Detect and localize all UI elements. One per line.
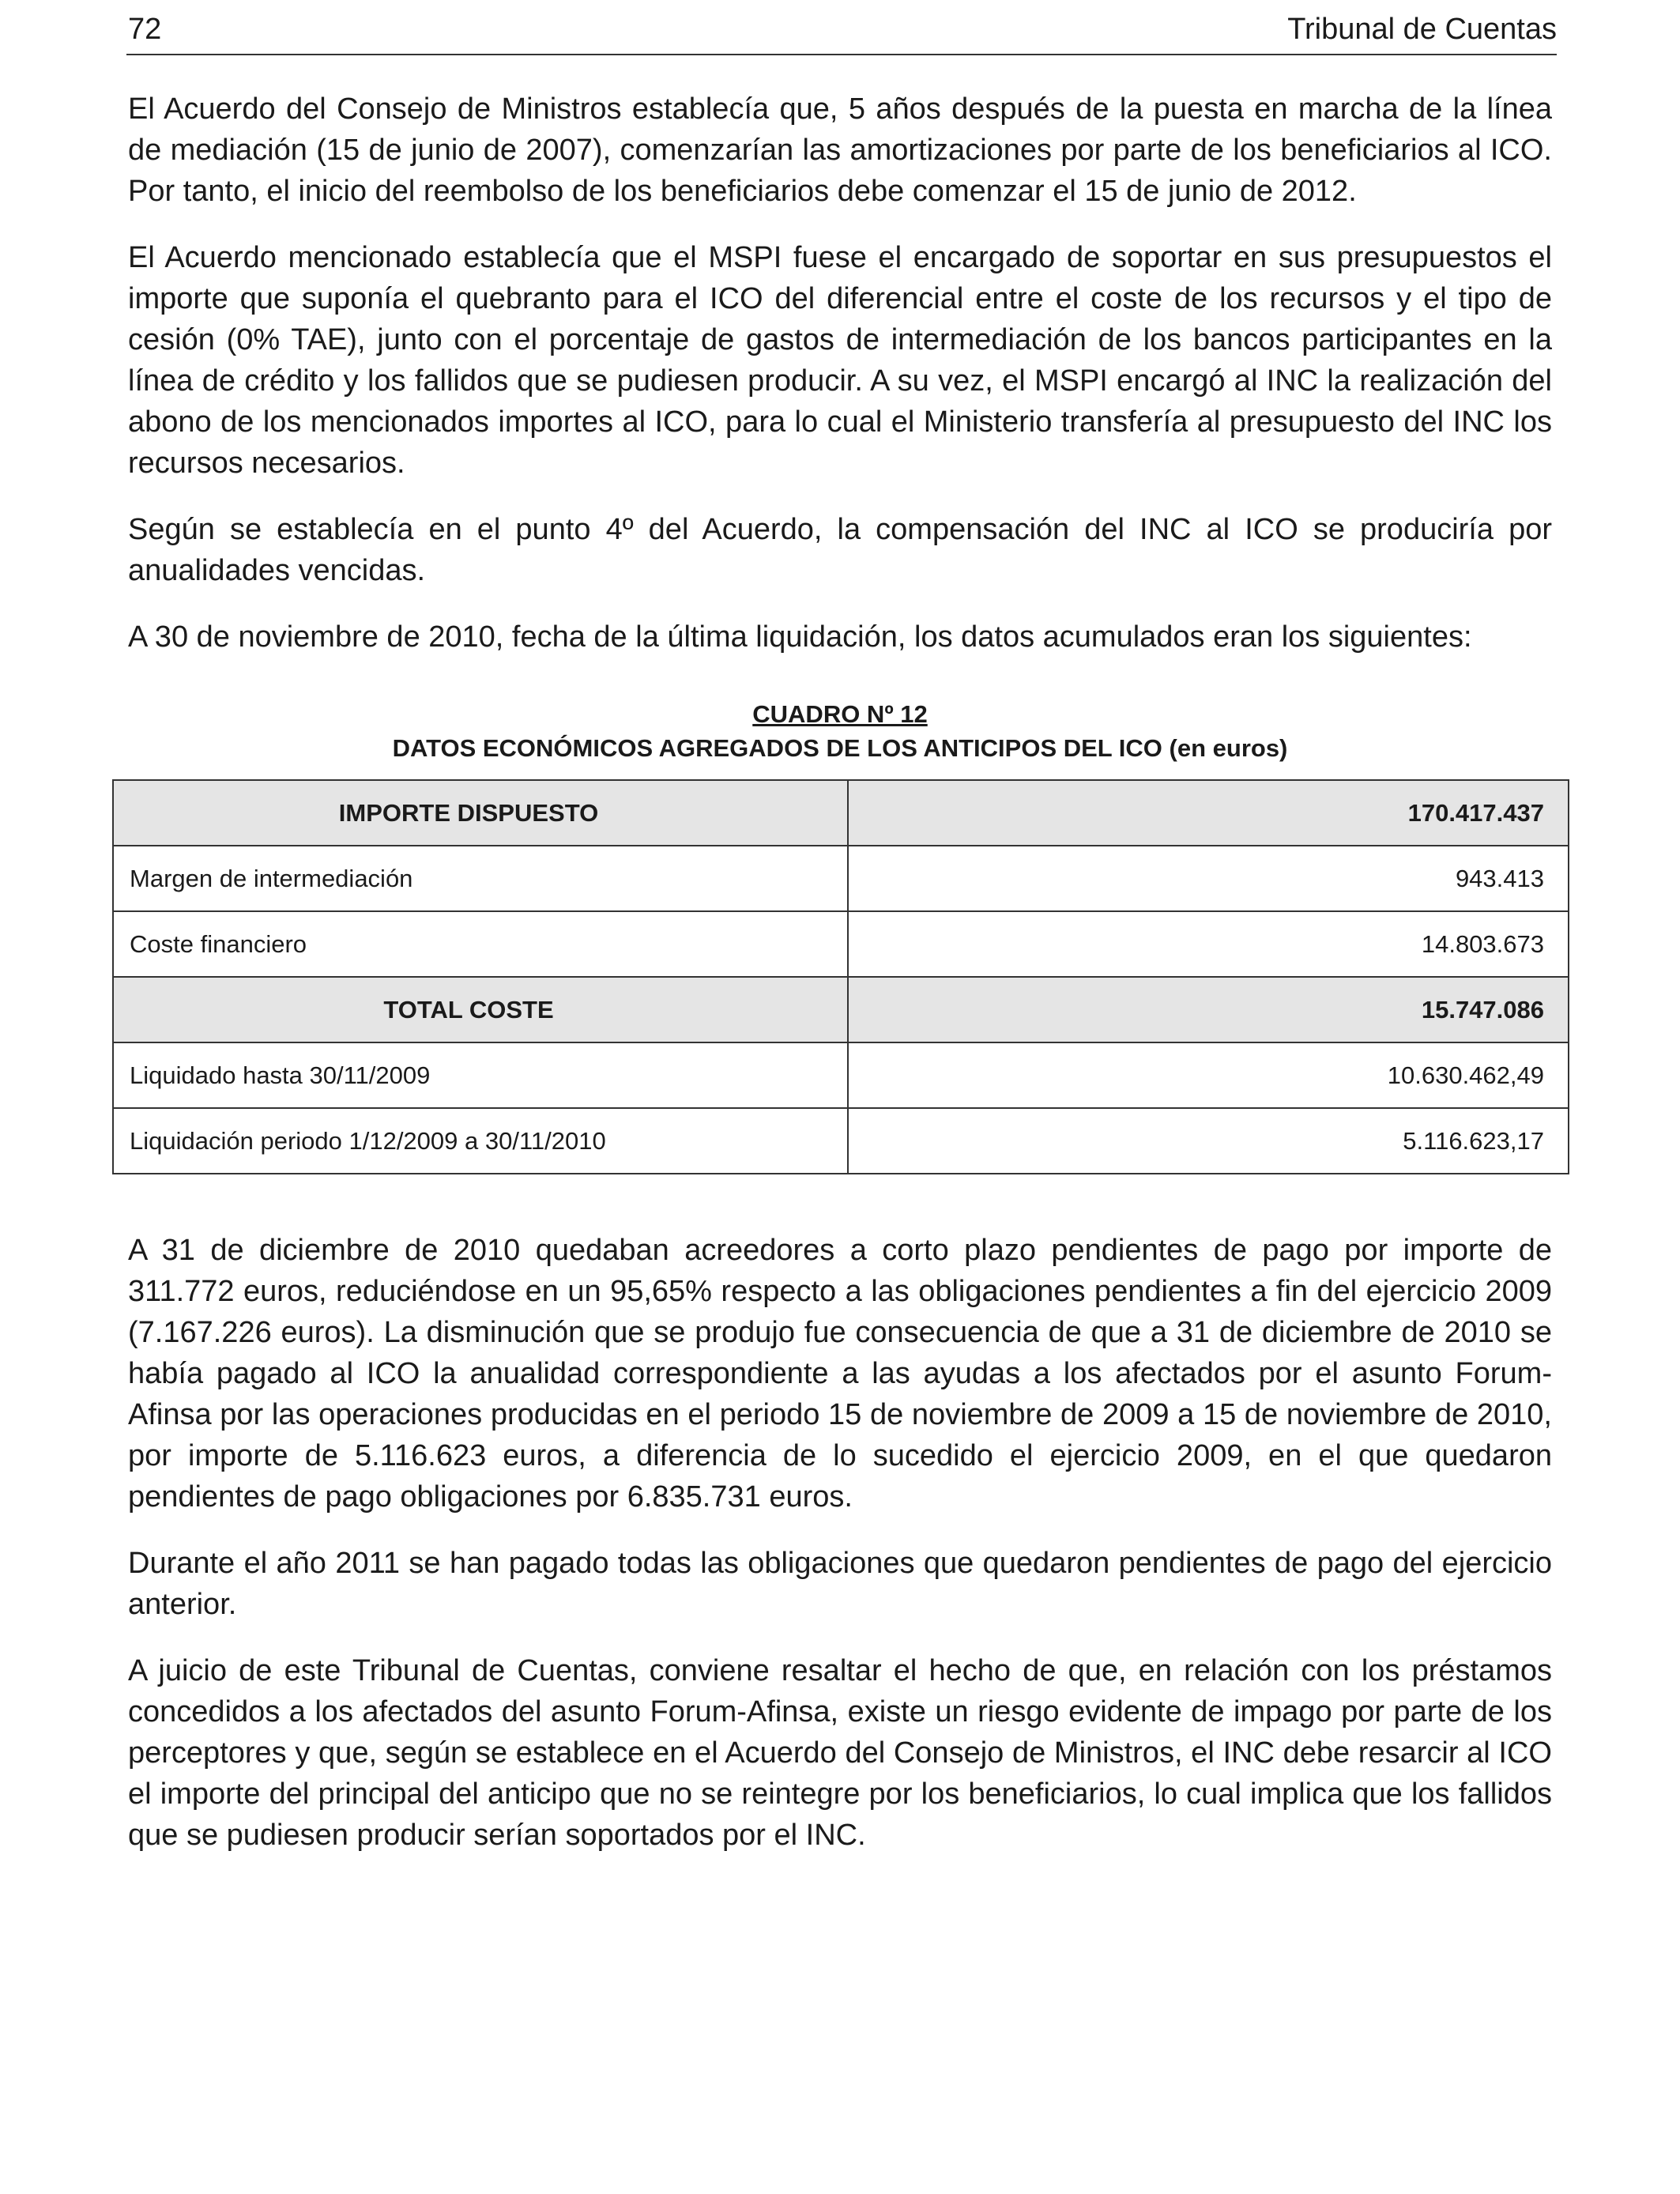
page-number: 72: [128, 13, 162, 46]
row-value: 5.116.623,17: [848, 1108, 1569, 1174]
page-header: [126, 8, 1557, 55]
paragraph: Durante el año 2011 se han pagado todas las obligaciones que quedaron pendientes de pago del ejercicio anterior.: [128, 1547, 1552, 1621]
paragraph: A 30 de noviembre de 2010, fecha de la última liquidación, los datos acumulados eran los siguientes:: [128, 620, 1472, 654]
table-row: [113, 846, 1569, 911]
row-label: TOTAL COSTE: [113, 977, 848, 1042]
row-value: 10.630.462,49: [848, 1042, 1569, 1108]
paragraph: A juicio de este Tribunal de Cuentas, conviene resaltar el hecho de que, en relación con los préstamos concedidos a los afectados del asunto Forum-Afinsa, existe un riesgo evidente de impago por parte de los perceptores y que, según se establece en el Acuerdo del Consejo de Ministros, el INC debe resarcir al ICO el importe del principal del anticipo que no se reintegre por los beneficiarios, lo cual implica que los fallidos que se pudiesen producir serían soportados por el INC.: [128, 1654, 1552, 1852]
table-row: [113, 780, 1569, 846]
row-value: 170.417.437: [848, 780, 1569, 846]
table-row: [113, 911, 1569, 977]
paragraph: El Acuerdo mencionado establecía que el MSPI fuese el encargado de soportar en sus presupuestos el importe que suponía el quebranto para el ICO del diferencial entre el coste de los recursos y el tipo de cesión (0% TAE), junto con el porcentaje de gastos de intermediación de los bancos participantes en la línea de crédito y los fallidos que se pudiesen producir. A su vez, el MSPI encargó al INC la realización del abono de los mencionados importes al ICO, para lo cual el Ministerio transfería al presupuesto del INC los recursos necesarios.: [128, 241, 1552, 480]
paragraph: Según se establecía en el punto 4º del Acuerdo, la compensación del INC al ICO se produciría por anualidades vencidas.: [128, 513, 1552, 587]
row-value: 943.413: [848, 846, 1569, 911]
table-number: CUADRO Nº 12: [752, 700, 928, 728]
row-value: 14.803.673: [848, 911, 1569, 977]
paragraph: El Acuerdo del Consejo de Ministros establecía que, 5 años después de la puesta en marcha de la línea de mediación (15 de junio de 2007), comenzarían las amortizaciones por parte de los beneficiarios al ICO. Por tanto, el inicio del reembolso de los beneficiarios debe comenzar el 15 de junio de 2012.: [128, 92, 1552, 208]
row-label: IMPORTE DISPUESTO: [113, 780, 848, 846]
table-caption: [128, 697, 1552, 765]
document-body: [128, 89, 1552, 1856]
row-label: Liquidado hasta 30/11/2009: [113, 1042, 848, 1108]
table-unit: (en euros): [1169, 734, 1288, 762]
row-label: Coste financiero: [113, 911, 848, 977]
table-row: [113, 977, 1569, 1042]
table-title-text: DATOS ECONÓMICOS AGREGADOS DE LOS ANTICIPOS DEL ICO: [392, 734, 1162, 762]
row-value: 15.747.086: [848, 977, 1569, 1042]
table-title: [128, 731, 1552, 765]
data-table: [112, 779, 1569, 1174]
row-label: Liquidación periodo 1/12/2009 a 30/11/2010: [113, 1108, 848, 1174]
table-row: [113, 1108, 1569, 1174]
paragraph: A 31 de diciembre de 2010 quedaban acreedores a corto plazo pendientes de pago por importe de 311.772 euros, reduciéndose en un 95,65% respecto a las obligaciones pendientes a fin del ejercicio 2009 (7.167.226 euros). La disminución que se produjo fue consecuencia de que a 31 de diciembre de 2010 se había pagado al ICO la anualidad correspondiente a las ayudas a los afectados por el asunto Forum-Afinsa por las operaciones producidas en el periodo 15 de noviembre de 2009 a 15 de noviembre de 2010, por importe de 5.116.623 euros, a diferencia de lo sucedido el ejercicio 2009, en el que quedaron pendientes de pago obligaciones por 6.835.731 euros.: [128, 1234, 1552, 1514]
table-row: [113, 1042, 1569, 1108]
row-label: Margen de intermediación: [113, 846, 848, 911]
header-title: Tribunal de Cuentas: [1287, 13, 1557, 46]
